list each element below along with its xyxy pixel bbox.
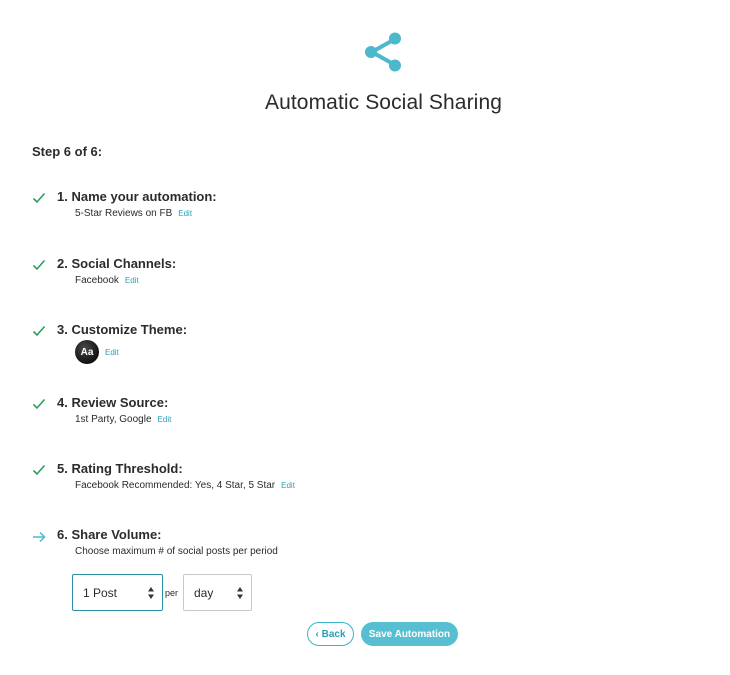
step-detail <box>75 208 192 219</box>
select-arrows-icon <box>148 587 154 599</box>
edit-link[interactable]: Edit <box>178 209 193 218</box>
share-icon <box>364 31 404 73</box>
step-detail-text: 5-Star Reviews on FB <box>75 208 173 219</box>
step-title: 6. Share Volume: <box>57 527 162 542</box>
step-detail-text: 1st Party, Google <box>75 414 152 425</box>
step-indicator: Step 6 of 6: <box>32 144 103 159</box>
edit-link[interactable]: Edit <box>105 347 119 357</box>
step-detail-text: Facebook Recommended: Yes, 4 Star, 5 Star <box>75 480 276 491</box>
check-icon <box>32 397 46 411</box>
period-select[interactable] <box>183 574 252 611</box>
page-title: Automatic Social Sharing <box>264 91 503 114</box>
step-title: 2. Social Channels: <box>57 256 177 271</box>
post-count-select[interactable] <box>72 574 163 611</box>
check-icon <box>32 191 46 205</box>
step-title: 3. Customize Theme: <box>57 322 188 337</box>
back-button[interactable]: ‹ Back <box>307 622 354 646</box>
period-value: day <box>194 585 214 600</box>
step-detail <box>75 546 278 557</box>
step-title: 5. Rating Threshold: <box>57 461 183 476</box>
select-arrows-icon <box>237 587 243 599</box>
edit-link[interactable]: Edit <box>281 481 295 490</box>
check-icon <box>32 324 46 338</box>
post-count-value: 1 Post <box>83 585 118 600</box>
step-detail <box>75 340 119 364</box>
edit-link[interactable]: Edit <box>124 276 139 285</box>
theme-avatar: Aa <box>75 340 99 364</box>
save-automation-button[interactable]: Save Automation <box>361 622 458 646</box>
per-label: per <box>165 588 179 598</box>
check-icon <box>32 258 46 272</box>
step-title: 4. Review Source: <box>57 395 169 410</box>
check-icon <box>32 463 46 477</box>
edit-link[interactable]: Edit <box>157 415 172 424</box>
step-detail-text: Facebook <box>75 275 119 286</box>
arrow-right-icon <box>32 530 46 544</box>
step-detail <box>75 414 171 425</box>
step-detail <box>75 275 139 286</box>
step-detail-text: Choose maximum # of social posts per period <box>75 546 278 557</box>
step-title: 1. Name your automation: <box>57 189 217 204</box>
step-detail <box>75 480 295 491</box>
